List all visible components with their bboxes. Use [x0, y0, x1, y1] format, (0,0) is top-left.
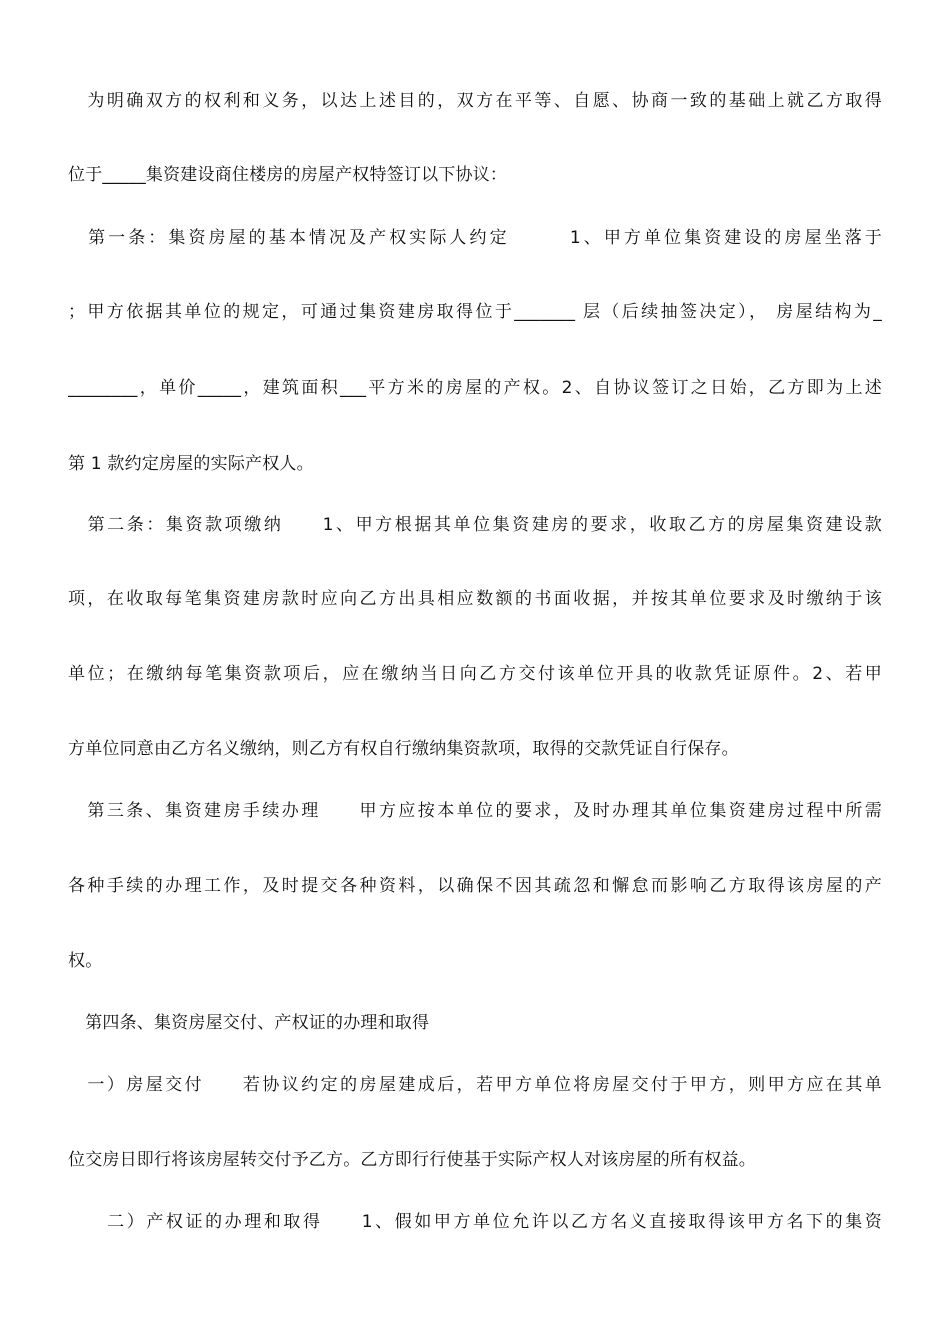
text-line-3: 第一条：集资房屋的基本情况及产权实际人约定 1、甲方单位集资建设的房屋坐落于 — [68, 228, 882, 248]
text-line-16: 位交房日即行将该房屋转交付予乙方。乙方即行行使基于实际产权人对该房屋的所有权益。 — [68, 1150, 756, 1170]
text-line-15: 一）房屋交付 若协议约定的房屋建成后，若甲方单位将房屋交付于甲方，则甲方应在其单 — [68, 1075, 882, 1095]
text-line-17: 二）产权证的办理和取得 1、假如甲方单位允许以乙方名义直接取得该甲方名下的集资 — [68, 1212, 882, 1232]
text-line-5: ________，单价_____，建筑面积___平方米的房屋的产权。2、自协议签订之日始，乙方即为上述 — [68, 378, 882, 398]
text-line-2: 位于_____集资建设商住楼房的房屋产权特签订以下协议： — [68, 165, 508, 185]
text-line-6: 第 1 款约定房屋的实际产权人。 — [68, 454, 314, 474]
text-line-1: 为明确双方的权利和义务，以达上述目的，双方在平等、自愿、协商一致的基础上就乙方取得 — [68, 91, 882, 111]
text-line-9: 单位；在缴纳每笔集资款项后，应在缴纳当日向乙方交付该单位开具的收款凭证原件。2、若甲 — [68, 664, 882, 684]
text-line-13: 权。 — [68, 951, 103, 971]
text-line-11: 第三条、集资建房手续办理 甲方应按本单位的要求，及时办理其单位集资建房过程中所需 — [68, 801, 882, 821]
text-line-7: 第二条：集资款项缴纳 1、甲方根据其单位集资建房的要求，收取乙方的房屋集资建设款 — [68, 515, 882, 535]
text-line-8: 项，在收取每笔集资建房款时应向乙方出具相应数额的书面收据，并按其单位要求及时缴纳于该 — [68, 589, 882, 609]
text-line-12: 各种手续的办理工作，及时提交各种资料，以确保不因其疏忽和懈怠而影响乙方取得该房屋的产 — [68, 876, 882, 896]
text-line-4: ；甲方依据其单位的规定，可通过集资建房取得位于_______ 层（后续抽签决定）， 房屋结构为_ — [68, 302, 882, 322]
text-line-10: 方单位同意由乙方名义缴纳，则乙方有权自行缴纳集资款项，取得的交款凭证自行保存。 — [68, 739, 739, 759]
text-line-14: 第四条、集资房屋交付、产权证的办理和取得 — [68, 1013, 430, 1033]
